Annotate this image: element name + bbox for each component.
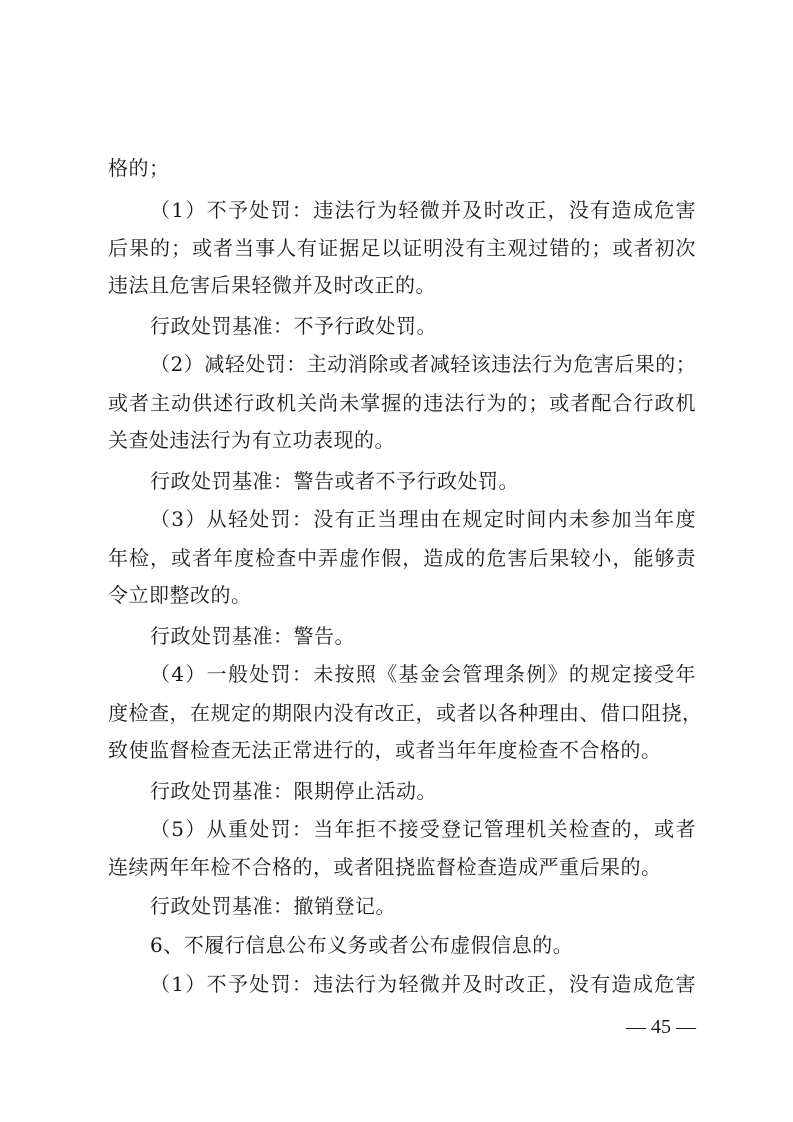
text-line: （4）一般处罚：未按照《基金会管理条例》的规定接受年 <box>150 662 696 686</box>
text-line: （1）不予处罚：违法行为轻微并及时改正，没有造成危害 <box>150 198 696 222</box>
text-line: （5）从重处罚：当年拒不接受登记管理机关检查的，或者 <box>150 817 696 841</box>
text-line: （2）减轻处罚：主动消除或者减轻该违法行为危害后果的； <box>150 352 697 376</box>
text-line: （1）不予处罚：违法行为轻微并及时改正，没有造成危害 <box>150 972 696 996</box>
page-number: — 45 — <box>626 1016 696 1038</box>
text-line: 致使监督检查无法正常进行的，或者当年年度检查不合格的。 <box>108 738 662 762</box>
text-line: （3）从轻处罚：没有正当理由在规定时间内未参加当年度 <box>150 507 696 531</box>
text-line: 行政处罚基准：警告。 <box>150 624 355 648</box>
text-line: 关查处违法行为有立功表现的。 <box>108 428 395 452</box>
text-line: 行政处罚基准：警告或者不予行政处罚。 <box>150 469 519 493</box>
text-line: 行政处罚基准：不予行政处罚。 <box>150 314 437 338</box>
text-line: 或者主动供述行政机关尚未掌握的违法行为的；或者配合行政机 <box>108 391 696 415</box>
text-line: 连续两年年检不合格的，或者阻挠监督检查造成严重后果的。 <box>108 855 662 879</box>
text-line: 令立即整改的。 <box>108 583 252 607</box>
text-line: 行政处罚基准：撤销登记。 <box>150 894 396 918</box>
text-line: 违法且危害后果轻微并及时改正的。 <box>108 273 436 297</box>
text-line: 年检，或者年度检查中弄虚作假，造成的危害后果较小，能够责 <box>108 546 696 570</box>
text-line: 度检查，在规定的期限内没有改正，或者以各种理由、借口阻挠， <box>108 701 703 725</box>
text-line: 行政处罚基准：限期停止活动。 <box>150 779 437 803</box>
text-line: 后果的；或者当事人有证据足以证明没有主观过错的；或者初次 <box>108 236 696 260</box>
text-line: 格的； <box>108 156 170 180</box>
text-line: 6、不履行信息公布义务或者公布虚假信息的。 <box>150 933 574 957</box>
